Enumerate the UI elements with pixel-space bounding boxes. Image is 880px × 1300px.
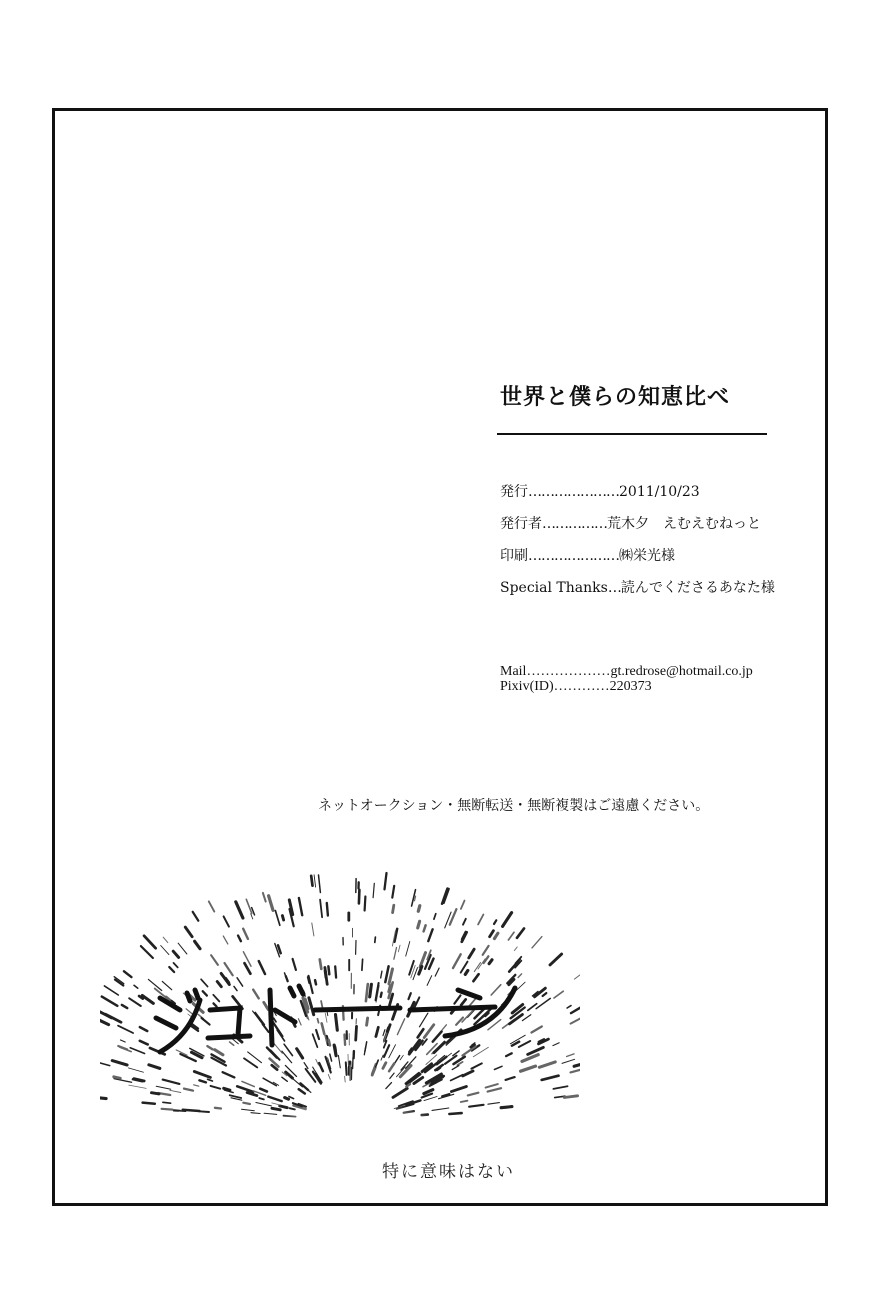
burst-stroke xyxy=(427,976,432,986)
burst-stroke xyxy=(471,1063,481,1068)
burst-stroke xyxy=(383,1030,385,1036)
burst-stroke xyxy=(395,1056,400,1064)
burst-stroke xyxy=(462,1046,475,1055)
burst-stroke xyxy=(243,929,248,939)
burst-stroke xyxy=(149,1065,160,1069)
burst-stroke xyxy=(550,954,562,965)
burst-stroke xyxy=(562,1059,575,1063)
burst-stroke xyxy=(185,927,192,937)
burst-stroke xyxy=(199,1080,206,1082)
burst-stroke xyxy=(213,995,219,1002)
burst-stroke xyxy=(463,1071,473,1076)
burst-stroke xyxy=(473,974,478,981)
burst-stroke xyxy=(203,991,207,995)
burst-stroke xyxy=(488,1088,502,1091)
contact-value: 220373 xyxy=(609,679,652,694)
burst-stroke xyxy=(442,1025,446,1030)
burst-stroke xyxy=(174,963,178,968)
burst-stroke xyxy=(424,925,426,931)
book-title: 世界と僕らの知恵比べ xyxy=(500,384,731,410)
burst-stroke xyxy=(508,932,514,940)
burst-stroke xyxy=(263,893,266,902)
burst-stroke xyxy=(224,916,229,926)
burst-stroke xyxy=(376,983,379,1000)
colophon-row-publisher xyxy=(500,510,775,542)
copyright-notice: ネットオークション・無断転送・無断複製はご遠慮ください。 xyxy=(318,798,710,814)
burst-stroke xyxy=(418,921,420,928)
burst-stroke xyxy=(392,886,394,898)
burst-stroke xyxy=(325,971,326,978)
burst-stroke xyxy=(389,1045,396,1058)
burst-stroke xyxy=(461,999,466,1005)
burst-stroke xyxy=(453,954,461,968)
burst-stroke xyxy=(246,899,252,913)
burst-stroke xyxy=(400,1055,403,1060)
leader-dots: … xyxy=(607,580,621,596)
burst-stroke xyxy=(308,977,309,983)
illustration-caption: 特に意味はない xyxy=(382,1162,515,1182)
contact-value: gt.redrose@hotmail.co.jp xyxy=(610,664,753,679)
burst-stroke xyxy=(510,1015,523,1024)
burst-stroke xyxy=(264,1002,268,1009)
burst-stroke xyxy=(316,1030,319,1039)
leader-dots: ……………… xyxy=(526,664,611,679)
burst-stroke xyxy=(325,1013,327,1022)
burst-stroke xyxy=(104,986,118,995)
contact-label: Mail xyxy=(500,664,527,679)
burst-stroke xyxy=(162,981,171,989)
burst-stroke xyxy=(129,998,141,1006)
burst-stroke xyxy=(450,909,457,925)
burst-stroke xyxy=(465,971,468,975)
burst-stroke xyxy=(134,985,138,988)
burst-stroke xyxy=(244,1058,257,1067)
colophon-row-printer xyxy=(500,542,775,574)
burst-stroke xyxy=(567,1054,574,1057)
burst-stroke xyxy=(313,1034,318,1047)
contact-info xyxy=(500,664,753,694)
burst-stroke xyxy=(375,937,376,942)
burst-stroke xyxy=(574,973,580,980)
burst-stroke xyxy=(314,875,316,887)
burst-stroke xyxy=(112,1061,127,1065)
colophon-value: ㈱栄光様 xyxy=(619,548,675,564)
burst-stroke xyxy=(532,937,542,948)
burst-stroke xyxy=(418,906,420,912)
burst-stroke xyxy=(319,875,321,893)
burst-stroke xyxy=(255,1013,264,1025)
burst-stroke xyxy=(518,974,522,978)
burst-stroke xyxy=(144,936,156,948)
burst-stroke xyxy=(312,923,314,936)
burst-stroke xyxy=(454,995,460,1003)
burst-stroke xyxy=(298,1019,301,1025)
burst-stroke xyxy=(381,993,382,997)
burst-stroke xyxy=(554,991,563,998)
burst-stroke xyxy=(315,980,316,984)
burst-stroke xyxy=(275,911,279,926)
burst-stroke xyxy=(297,1049,303,1058)
burst-stroke xyxy=(321,1001,322,1008)
burst-stroke xyxy=(170,1090,181,1092)
burst-stroke xyxy=(571,1005,580,1014)
burst-stroke xyxy=(274,1018,276,1022)
burst-stroke xyxy=(330,1054,332,1061)
burst-stroke xyxy=(381,971,382,978)
burst-stroke xyxy=(320,900,322,918)
title-divider xyxy=(497,433,767,435)
burst-stroke xyxy=(519,1041,530,1047)
burst-stroke xyxy=(521,1066,536,1071)
colophon-row-publish-date xyxy=(500,478,775,510)
burst-stroke xyxy=(327,903,328,916)
burst-stroke xyxy=(282,916,283,920)
explosion-illustration xyxy=(100,860,580,1180)
burst-stroke xyxy=(543,993,547,996)
burst-stroke xyxy=(311,876,312,886)
burst-stroke xyxy=(299,898,302,915)
burst-stroke xyxy=(163,937,168,942)
burst-stroke xyxy=(195,941,200,948)
burst-stroke xyxy=(106,1014,122,1022)
burst-stroke xyxy=(293,959,296,970)
leader-dots: ………………… xyxy=(528,484,619,500)
burst-stroke xyxy=(309,998,314,1015)
colophon-label: 発行 xyxy=(500,484,528,500)
burst-stroke xyxy=(370,984,372,997)
burst-stroke xyxy=(248,1052,262,1063)
burst-stroke xyxy=(193,912,199,921)
burst-stroke xyxy=(199,1111,209,1112)
burst-stroke xyxy=(362,959,363,970)
burst-stroke xyxy=(163,1080,180,1084)
burst-stroke xyxy=(130,1048,144,1054)
colophon-label: 印刷 xyxy=(500,548,528,564)
burst-stroke xyxy=(128,1068,143,1072)
burst-stroke xyxy=(237,978,243,986)
burst-stroke xyxy=(238,936,241,942)
burst-stroke xyxy=(397,1019,404,1035)
contact-row-pixiv xyxy=(500,679,753,694)
burst-stroke xyxy=(522,1055,538,1062)
burst-stroke xyxy=(528,1004,537,1011)
burst-stroke xyxy=(202,1018,210,1025)
burst-stroke xyxy=(434,914,436,920)
burst-stroke xyxy=(230,1042,234,1045)
burst-stroke xyxy=(329,1040,330,1045)
burst-stroke xyxy=(122,1005,127,1008)
burst-stroke xyxy=(434,1042,445,1052)
burst-stroke xyxy=(366,984,368,1001)
burst-stroke xyxy=(225,963,233,975)
burst-stroke xyxy=(385,873,387,889)
burst-stroke xyxy=(223,936,228,944)
burst-stroke xyxy=(141,946,153,958)
burst-stroke xyxy=(420,1013,428,1027)
burst-stroke xyxy=(277,1030,285,1041)
burst-stroke xyxy=(522,1015,530,1021)
burst-stroke xyxy=(488,1103,500,1105)
burst-stroke xyxy=(393,905,394,912)
burst-stroke xyxy=(259,1020,269,1033)
burst-stroke xyxy=(452,1066,459,1070)
burst-stroke xyxy=(251,914,253,919)
burst-stroke xyxy=(184,1089,193,1091)
leader-dots: …………… xyxy=(542,516,607,532)
burst-stroke xyxy=(359,890,360,904)
burst-stroke xyxy=(462,1010,474,1022)
burst-stroke xyxy=(100,1019,109,1025)
colophon-row-special-thanks xyxy=(500,574,775,606)
burst-stroke xyxy=(420,953,425,967)
burst-stroke xyxy=(506,1053,512,1056)
impact-glow xyxy=(230,1060,470,1170)
burst-stroke xyxy=(424,1025,434,1038)
burst-stroke xyxy=(318,1019,319,1023)
burst-stroke xyxy=(433,1032,442,1042)
burst-stroke xyxy=(564,1096,577,1098)
burst-stroke xyxy=(489,960,492,964)
burst-stroke xyxy=(194,1085,199,1086)
burst-stroke xyxy=(173,951,178,957)
burst-stroke xyxy=(211,955,218,965)
burst-stroke xyxy=(503,913,512,927)
burst-stroke xyxy=(169,967,174,972)
colophon-value: 読んでくださるあなた様 xyxy=(620,580,775,596)
burst-stroke xyxy=(468,1093,479,1096)
burst-stroke xyxy=(322,1023,325,1034)
burst-stroke xyxy=(129,1085,146,1088)
burst-stroke xyxy=(491,985,501,995)
burst-stroke xyxy=(469,949,474,958)
burst-stroke xyxy=(387,1028,388,1032)
colophon-label: 発行者 xyxy=(500,516,542,532)
burst-stroke xyxy=(201,979,208,986)
burst-stroke xyxy=(345,1035,346,1045)
burst-stroke xyxy=(553,1086,567,1089)
burst-stroke xyxy=(494,933,498,938)
burst-stroke xyxy=(409,993,411,999)
burst-stroke xyxy=(140,1027,147,1031)
burst-stroke xyxy=(490,931,494,937)
burst-stroke xyxy=(418,1029,424,1037)
burst-stroke xyxy=(373,883,374,897)
burst-stroke xyxy=(461,901,465,909)
colophon-label: Special Thanks xyxy=(500,580,608,596)
burst-stroke xyxy=(143,1103,155,1104)
burst-stroke xyxy=(365,897,366,911)
burst-stroke xyxy=(478,915,483,925)
burst-stroke xyxy=(100,1062,110,1066)
colophon xyxy=(500,478,775,606)
burst-stroke xyxy=(428,929,432,941)
burst-stroke xyxy=(215,1108,221,1109)
burst-stroke xyxy=(162,1109,173,1110)
burst-stroke xyxy=(114,1079,132,1083)
burst-stroke xyxy=(156,1086,171,1089)
burst-stroke xyxy=(192,1052,203,1057)
burst-stroke xyxy=(223,1072,235,1077)
burst-stroke xyxy=(469,1105,483,1107)
burst-stroke xyxy=(335,966,336,977)
burst-stroke xyxy=(209,901,215,911)
leader-dots: ………………… xyxy=(528,548,619,564)
contact-label: Pixiv(ID) xyxy=(500,679,554,694)
burst-stroke xyxy=(259,961,265,974)
burst-stroke xyxy=(571,1069,581,1072)
burst-stroke xyxy=(271,1050,280,1059)
burst-stroke xyxy=(234,986,237,990)
burst-stroke xyxy=(140,1041,148,1045)
burst-stroke xyxy=(336,1015,338,1031)
burst-stroke xyxy=(284,1044,292,1055)
burst-stroke xyxy=(415,896,416,901)
burst-stroke xyxy=(178,943,187,954)
burst-stroke xyxy=(194,1072,210,1078)
burst-stroke xyxy=(211,1086,221,1089)
burst-stroke xyxy=(163,1102,171,1103)
burst-stroke xyxy=(114,1077,121,1079)
burst-stroke xyxy=(365,1042,367,1052)
burst-stroke xyxy=(542,1076,559,1080)
burst-stroke xyxy=(100,1097,106,1099)
burst-stroke xyxy=(328,966,329,974)
burst-stroke xyxy=(553,1043,559,1046)
burst-stroke xyxy=(501,1107,512,1108)
burst-stroke xyxy=(394,948,397,960)
burst-stroke xyxy=(532,1027,542,1033)
burst-stroke xyxy=(334,1045,336,1056)
burst-stroke xyxy=(514,947,517,951)
burst-stroke xyxy=(506,1077,515,1080)
burst-stroke xyxy=(463,919,466,925)
burst-stroke xyxy=(121,1040,126,1042)
burst-stroke xyxy=(528,1047,544,1054)
burst-stroke xyxy=(161,946,169,955)
burst-stroke xyxy=(274,1043,283,1053)
burst-stroke xyxy=(320,960,322,969)
burst-stroke xyxy=(381,1055,383,1060)
burst-stroke xyxy=(494,1066,502,1069)
leader-dots: ………… xyxy=(553,679,610,694)
burst-stroke xyxy=(221,974,229,985)
burst-stroke xyxy=(215,1050,223,1055)
colophon-value: 2011/10/23 xyxy=(619,484,700,500)
burst-stroke xyxy=(118,1026,133,1033)
burst-stroke xyxy=(269,896,273,911)
burst-stroke xyxy=(574,1064,580,1066)
burst-stroke xyxy=(102,997,118,1006)
burst-stroke xyxy=(483,946,489,955)
burst-stroke xyxy=(376,1027,378,1036)
burst-stroke xyxy=(367,1018,368,1025)
burst-stroke xyxy=(178,1111,185,1112)
burst-stroke xyxy=(406,942,410,957)
burst-stroke xyxy=(236,902,243,918)
colophon-value: 荒木夕 えむえむねっと xyxy=(607,516,761,532)
burst-stroke xyxy=(385,966,388,982)
burst-stroke xyxy=(214,1003,217,1006)
burst-stroke xyxy=(435,968,439,976)
burst-stroke xyxy=(208,1079,213,1081)
burst-stroke xyxy=(451,1075,463,1081)
burst-stroke xyxy=(152,1093,160,1094)
burst-stroke xyxy=(571,1018,580,1024)
burst-stroke xyxy=(356,1026,357,1040)
burst-stroke xyxy=(124,971,131,977)
burst-stroke xyxy=(253,990,259,999)
burst-stroke xyxy=(207,1046,212,1049)
burst-stroke xyxy=(536,998,550,1008)
burst-stroke xyxy=(486,1084,498,1088)
burst-stroke xyxy=(142,996,153,1004)
burst-stroke xyxy=(494,920,496,924)
burst-stroke xyxy=(517,929,524,938)
contact-row-mail xyxy=(500,664,753,679)
burst-stroke xyxy=(398,945,400,952)
burst-stroke xyxy=(567,1006,571,1008)
burst-stroke xyxy=(217,982,221,987)
burst-stroke xyxy=(539,1062,555,1067)
